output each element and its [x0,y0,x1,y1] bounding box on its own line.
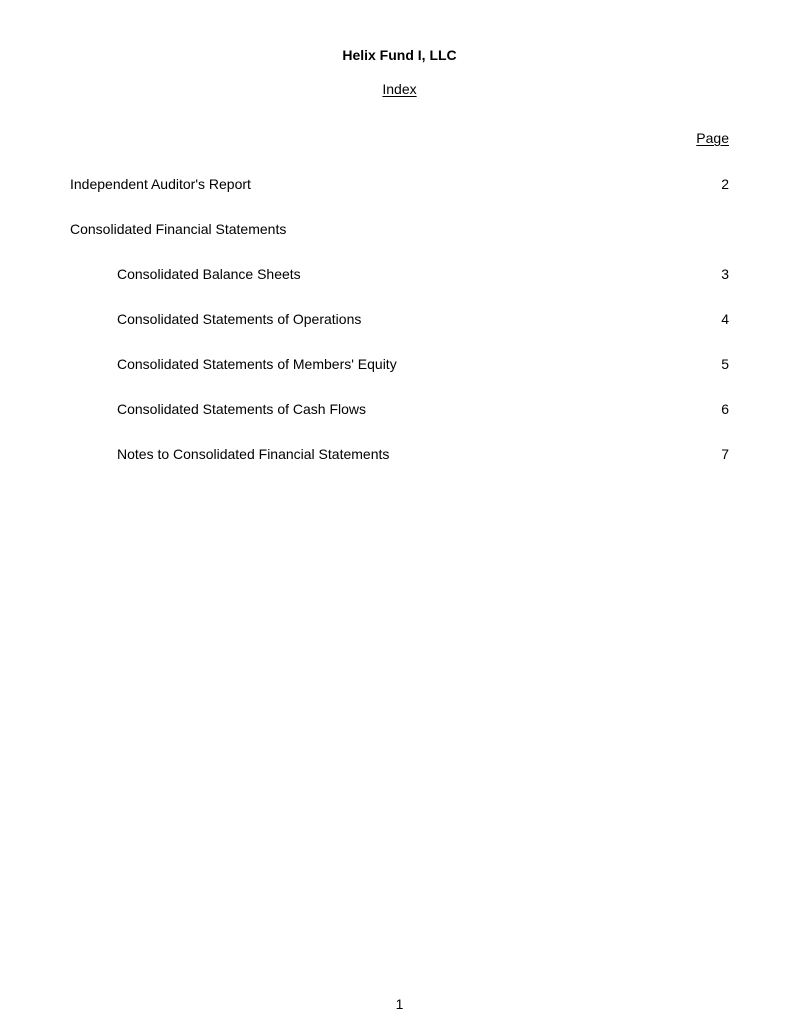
index-entry-label: Consolidated Balance Sheets [117,266,301,282]
index-heading [0,81,799,97]
index-entry-label: Consolidated Financial Statements [70,221,287,237]
index-entry-label: Independent Auditor's Report [70,176,251,192]
index-entry-page: 3 [721,266,729,282]
index-section-heading [70,221,729,241]
index-heading-text: Index [382,81,417,97]
index-entry-page: 2 [721,176,729,192]
page-column-header [696,130,729,146]
index-entry [70,446,729,466]
index-entry [70,311,729,331]
index-entry-page: 7 [721,446,729,462]
index-entry-label: Consolidated Statements of Cash Flows [117,401,367,417]
index-entry-label: Consolidated Statements of Operations [117,311,362,327]
index-entry [70,401,729,421]
index-entry-label: Notes to Consolidated Financial Statements [117,446,390,462]
index-entry [70,266,729,286]
index-entry [70,176,729,196]
footer-page-number: 1 [395,996,404,1012]
index-entry-page: 6 [721,401,729,417]
index-entry-label: Consolidated Statements of Members' Equity [117,356,397,372]
page-column-header-text: Page [696,130,729,146]
index-entry-page: 5 [721,356,729,372]
document-title: Helix Fund I, LLC [342,47,457,63]
index-entry [70,356,729,376]
index-entry-page: 4 [721,311,729,327]
